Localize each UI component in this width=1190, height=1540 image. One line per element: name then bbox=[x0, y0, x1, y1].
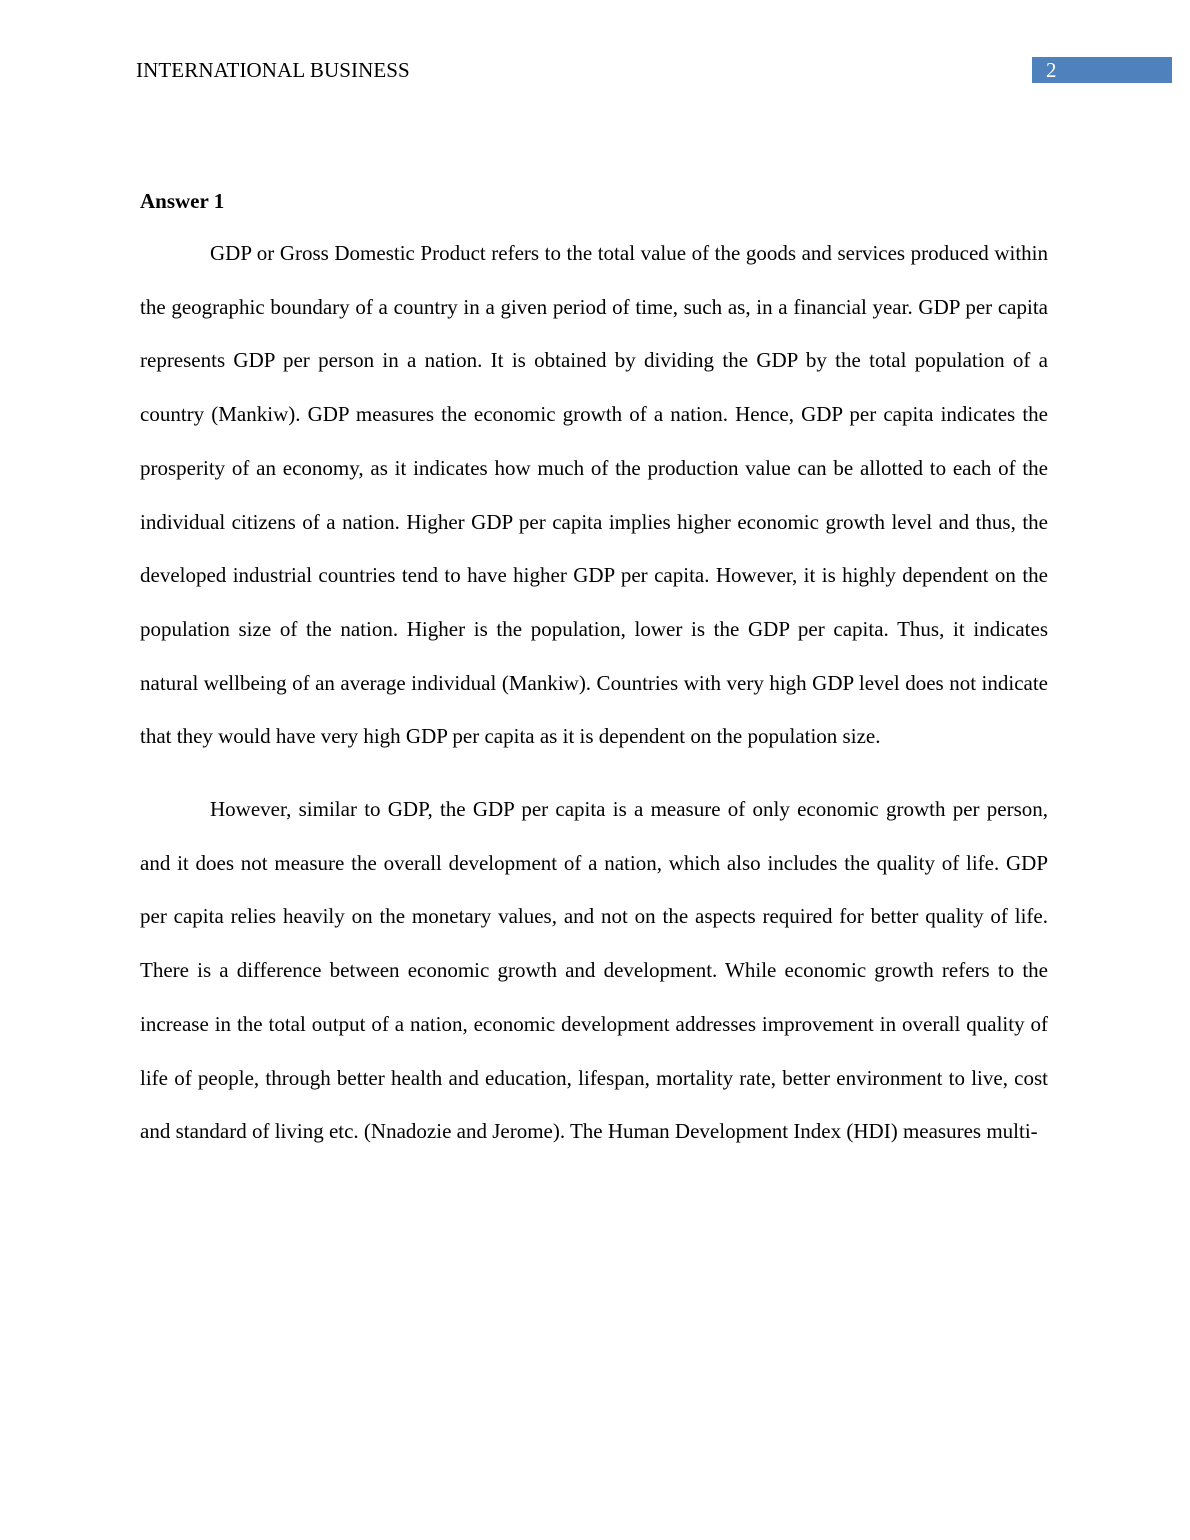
body-paragraph: However, similar to GDP, the GDP per capita is a measure of only economic growth per person, and it does not measure the overall development of a nation, which also includes the quality of life. GDP per capita relies heavily on the monetary values, and not on the aspects required for better quality of life. There is a difference between economic growth and development. While economic growth refers to the increase in the total output of a nation, economic development addresses improvement in overall quality of life of people, through better health and education, lifespan, mortality rate, better environment to live, cost and standard of living etc. (Nnadozie and Jerome). The Human Development Index (HDI) measures multi- bbox=[140, 797, 1048, 1144]
page-number-badge bbox=[1032, 57, 1172, 83]
body-paragraph: GDP or Gross Domestic Product refers to the total value of the goods and services produced within the geographic boundary of a country in a given period of time, such as, in a financial year. GDP per capita represents GDP per person in a nation. It is obtained by dividing the GDP by the total population of a country (Mankiw). GDP measures the economic growth of a nation. Hence, GDP per capita indicates the prosperity of an economy, as it indicates how much of the production value can be allotted to each of the individual citizens of a nation. Higher GDP per capita implies higher economic growth level and thus, the developed industrial countries tend to have higher GDP per capita. However, it is highly dependent on the population size of the nation. Higher is the population, lower is the GDP per capita. Thus, it indicates natural wellbeing of an average individual (Mankiw). Countries with very high GDP level does not indicate that they would have very high GDP per capita as it is dependent on the population size. bbox=[140, 241, 1048, 749]
document-body bbox=[140, 183, 1048, 1159]
section-heading: Answer 1 bbox=[140, 189, 225, 213]
page-number: 2 bbox=[1046, 58, 1057, 82]
running-header-title: INTERNATIONAL BUSINESS bbox=[136, 58, 410, 82]
